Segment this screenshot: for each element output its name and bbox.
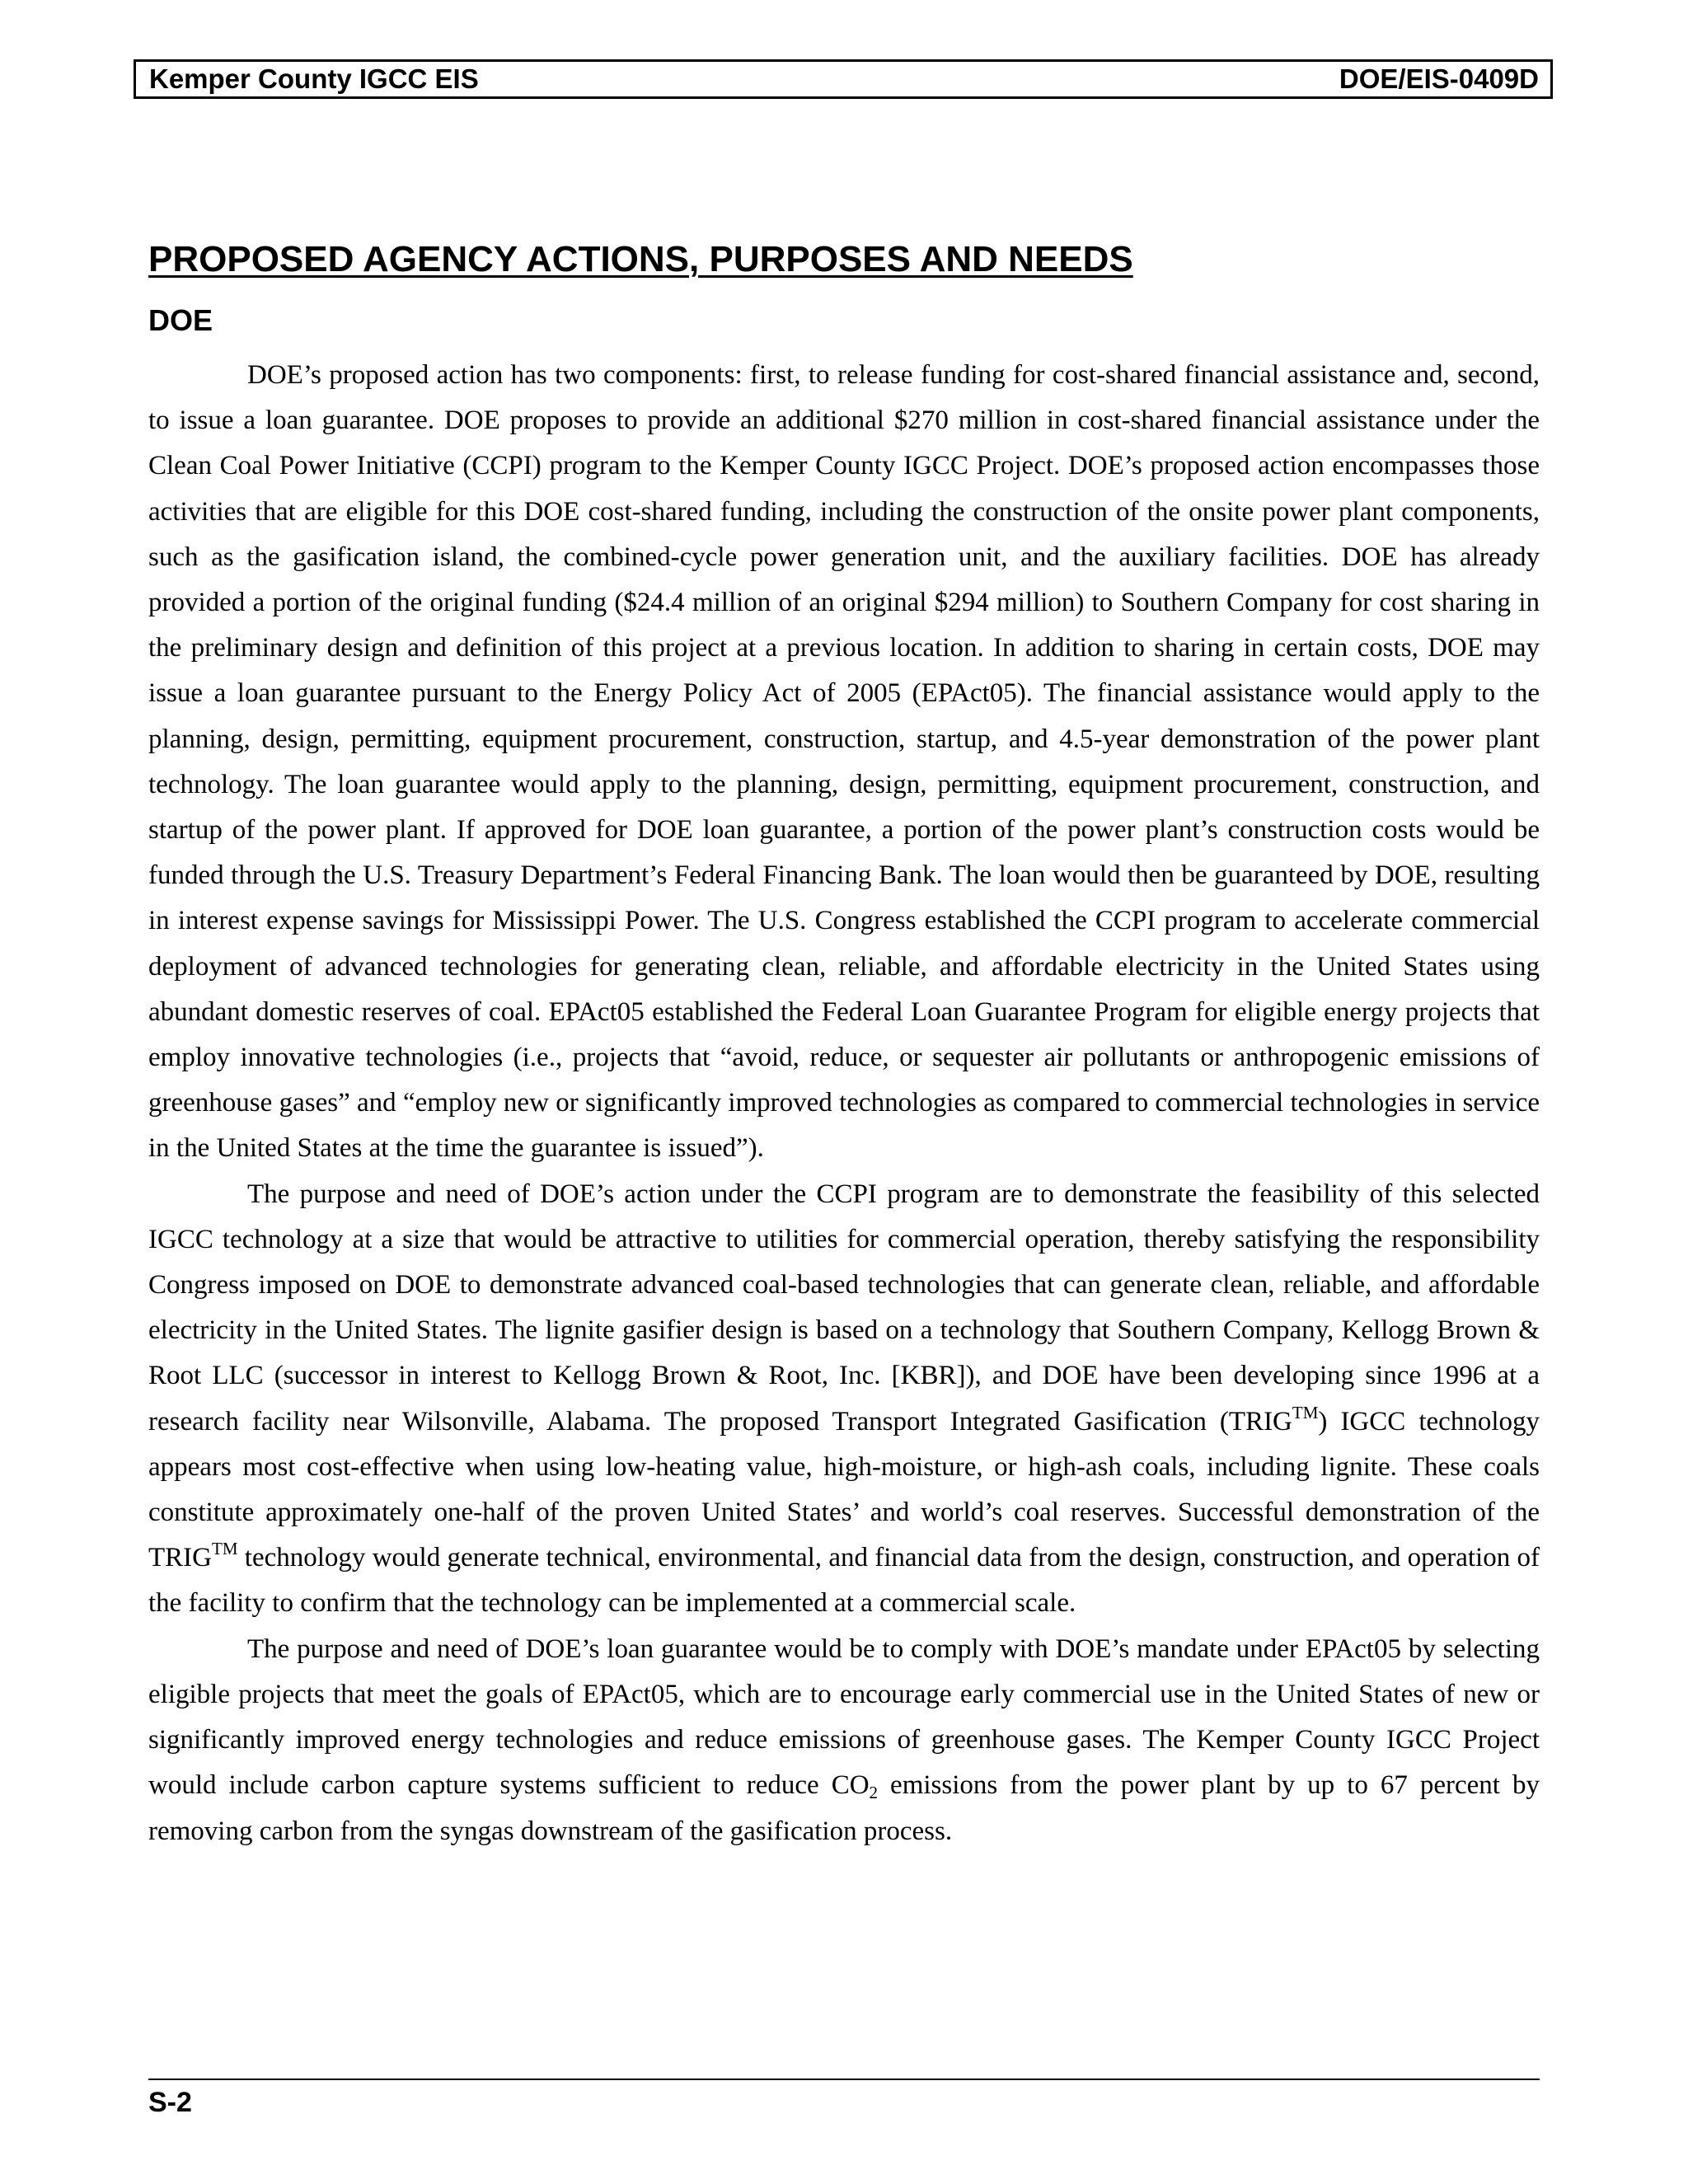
header-document-title: Kemper County IGCC EIS: [149, 63, 479, 94]
paragraph-1: DOE’s proposed action has two components: first, to release funding for cost-shared financial assistance and, second, to issue a loan guarantee. DOE proposes to provide an additional $270 million in cost-shared financial assistance under the Clean Coal Power Initiative (CCPI) program to the Kemper County IGCC Project. DOE’s proposed action encompasses those activities that are eligible for this DOE cost-shared funding, including the construction of the onsite power plant components, such as the gasification island, the combined-cycle power generation unit, and the auxiliary facilities. DOE has already provided a portion of the original funding ($24.4 million of an original $294 million) to Southern Company for cost sharing in the preliminary design and definition of this project at a previous location. In addition to sharing in certain costs, DOE may issue a loan guarantee pursuant to the Energy Policy Act of 2005 (EPAct05). The financial assistance would apply to the planning, design, permitting, equipment procurement, construction, startup, and 4.5-year demonstration of the power plant technology. The loan guarantee would apply to the planning, design, permitting, equipment procurement, construction, and startup of the power plant. If approved for DOE loan guarantee, a portion of the power plant’s construction costs would be funded through the U.S. Treasury Department’s Federal Financing Bank. The loan would then be guaranteed by DOE, resulting in interest expense savings for Mississippi Power. The U.S. Congress established the CCPI program to accelerate commercial deployment of advanced technologies for generating clean, reliable, and affordable electricity in the United States using abundant domestic reserves of coal. EPAct05 established the Federal Loan Guarantee Program for eligible energy projects that employ innovative technologies (i.e., projects that “avoid, reduce, or sequester air pollutants or anthropogenic emissions of greenhouse gases” and “employ new or significantly improved technologies as compared to commercial technologies in service in the United States at the time the guarantee is issued”).: [148, 360, 1540, 1164]
footer-rule: [148, 2079, 1540, 2080]
subscript-2: 2: [869, 1783, 879, 1803]
page-number: S-2: [148, 2087, 192, 2118]
running-header: [134, 59, 1553, 99]
paragraph-2-text-b: ) IGCC technology appears most cost-effective when using low-heating value, high-moisture, or high-ash coals, including lignite. These coals constitute approximately one-half of the proven United States’ and world’s coal reserves. Successful demonstration of the TRIG: [148, 1406, 1540, 1573]
paragraph-2: [148, 1172, 1540, 1627]
subsection-heading: DOE: [148, 303, 213, 337]
paragraph-3-text-a: The purpose and need of DOE’s loan guarantee would be to comply with DOE’s mandate under EPAct05 by selecting eligible projects that meet the goals of EPAct05, which are to encourage early commercial use in the United States of new or significantly improved energy technologies and reduce emissions of greenhouse gases. The Kemper County IGCC Project would include carbon capture systems sufficient to reduce CO: [148, 1633, 1540, 1801]
paragraph-3: [148, 1627, 1540, 1854]
paragraph-3-text-b: emissions from the power plant by up to 67 percent by removing carbon from the syngas downstream of the gasification process.: [148, 1770, 1540, 1846]
paragraph-2-text-c: technology would generate technical, environmental, and financial data from the design, construction, and operation of the facility to confirm that the technology can be implemented at a commercial scale.: [148, 1543, 1540, 1619]
section-heading: PROPOSED AGENCY ACTIONS, PURPOSES AND NEEDS: [148, 239, 1133, 279]
header-document-number: DOE/EIS-0409D: [1339, 63, 1539, 94]
body-text: [148, 353, 1540, 1854]
trademark-mark: TM: [1292, 1402, 1319, 1422]
paragraph-2-text-a: The purpose and need of DOE’s action under the CCPI program are to demonstrate the feasibility of this selected IGCC technology at a size that would be attractive to utilities for commercial operation, thereby satisfying the responsibility Congress imposed on DOE to demonstrate advanced coal-based technologies that can generate clean, reliable, and affordable electricity in the United States. The lignite gasifier design is based on a technology that Southern Company, Kellogg Brown & Root LLC (successor in interest to Kellogg Brown & Root, Inc. [KBR]), and DOE have been developing since 1996 at a research facility near Wilsonville, Alabama. The proposed Transport Integrated Gasification (TRIG: [148, 1179, 1540, 1436]
trademark-mark: TM: [212, 1539, 238, 1559]
